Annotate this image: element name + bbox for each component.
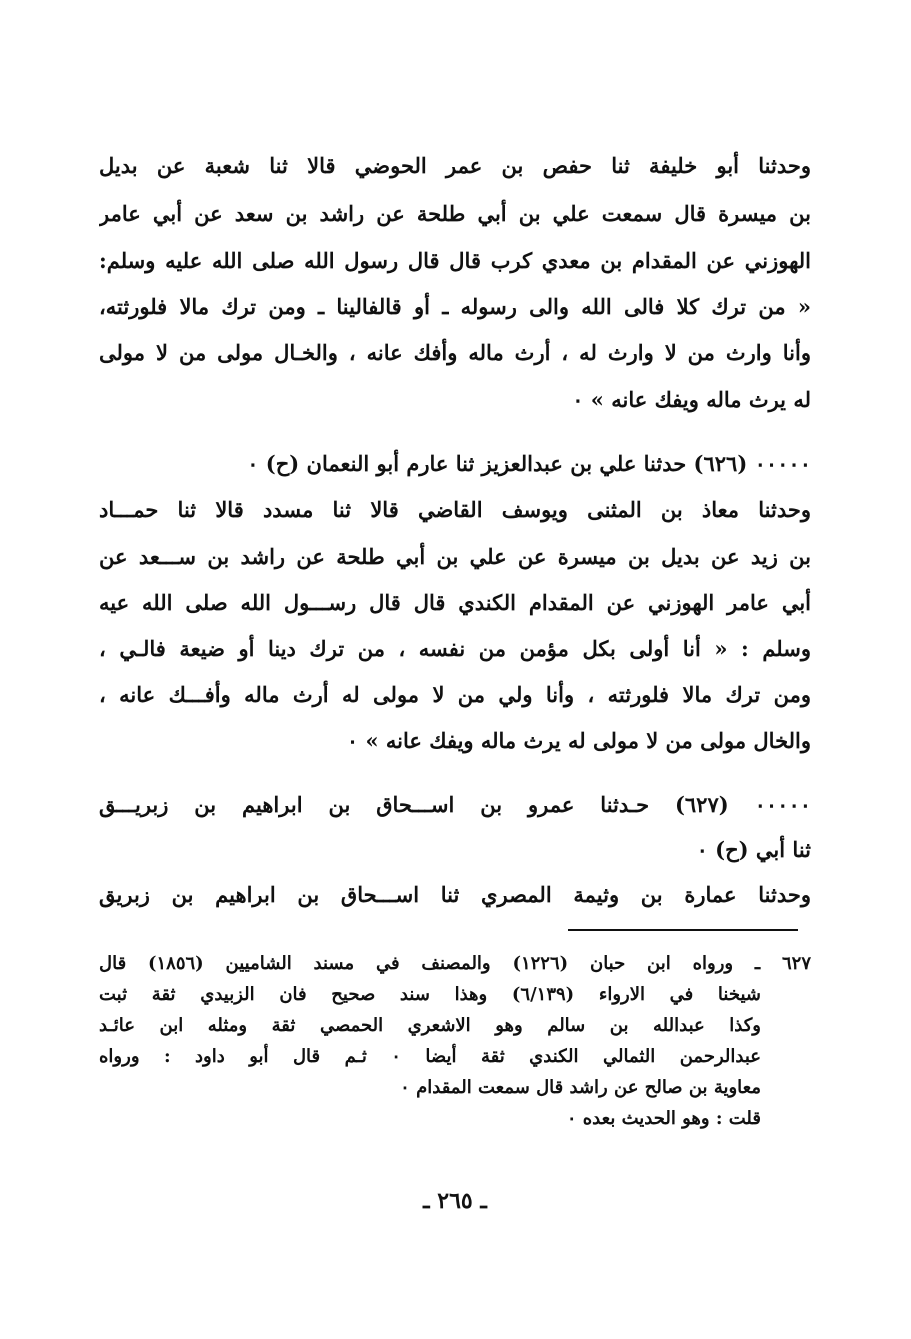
text-line: ثنا أبي (ح) ٠ <box>696 837 811 862</box>
text-line: ومن ترك مالا فلورثته ، وأنا ولي من لا مولى له أرث ماله وأفـــك عانه ، <box>99 682 811 707</box>
hadith-heading-626: ٠٠٠٠٠ (٦٢٦) حدثنا علي بن عبدالعزيز ثنا عارم أبو النعمان (ح) ٠ <box>247 451 811 476</box>
page-number: ـ ٢٦٥ ـ <box>423 1188 487 1214</box>
footnote-line: شيخنا في الارواء (٦/١٣٩) وهذا سند صحيح فان الزبيدي ثقة ثبت <box>99 984 761 1005</box>
footnote-line: معاوية بن صالح عن راشد قال سمعت المقدام ٠ <box>400 1077 761 1098</box>
footnote-line: قلت : وهو الحديث بعده ٠ <box>566 1108 761 1129</box>
text-line: « من ترك كلا فالى الله والى رسوله ـ أو قالفالينا ـ ومن ترك مالا فلورثته، <box>99 294 811 319</box>
text-line: وسلم : « أنا أولى بكل مؤمن من نفسه ، من ترك دينا أو ضيعة فالـي ، <box>99 636 811 661</box>
text-line: وأنا وارث من لا وارث له ، أرث ماله وأفك عانه ، والخـال مولى من لا مولى <box>99 340 811 365</box>
text-line: وحدثنا أبو خليفة ثنا حفص بن عمر الحوضي قالا ثنا شعبة عن بديل <box>99 153 811 178</box>
footnote-separator <box>568 929 798 931</box>
text-line: والخال مولى من لا مولى له يرث ماله ويفك عانه » ٠ <box>346 728 811 753</box>
footnote-line: عبدالرحمن الثمالي الكندي ثقة أيضا ٠ ثـم قال أبو داود : ورواه <box>99 1046 761 1067</box>
text-line: بن زيد عن بديل بن ميسرة عن علي بن أبي طلحة عن راشد بن ســـعد عن <box>99 544 811 569</box>
text-line: الهوزني عن المقدام بن معدي كرب قال قال رسول الله صلى الله عليه وسلم: <box>99 248 811 273</box>
text-line: وحدثنا معاذ بن المثنى ويوسف القاضي قالا ثنا مسدد قالا ثنا حمـــاد <box>99 497 811 522</box>
footnote-line: وكذا عبدالله بن سالم وهو الاشعري الحمصي ثقة ومثله ابن عائـد <box>99 1015 761 1036</box>
text-line: أبي عامر الهوزني عن المقدام الكندي قال قال رســـول الله صلى الله عيه <box>99 590 811 615</box>
text-line: بن ميسرة قال سمعت علي بن أبي طلحة عن راشد بن سعد عن أبي عامر <box>99 201 811 226</box>
text-line: له يرث ماله ويفك عانه » ٠ <box>572 387 811 412</box>
text-line: وحدثنا عمارة بن وثيمة المصري ثنا اســـحاق بن ابراهيم بن زبريق <box>99 882 811 907</box>
footnote-line: ٦٢٧ ـ ورواه ابن حبان (١٢٢٦) والمصنف في مسند الشاميين (١٨٥٦) قال <box>99 953 811 974</box>
hadith-heading-627: ٠٠٠٠٠ (٦٢٧) حـدثنا عمرو بن اســـحاق بن ابراهيم بن زبريـــق <box>99 792 811 817</box>
